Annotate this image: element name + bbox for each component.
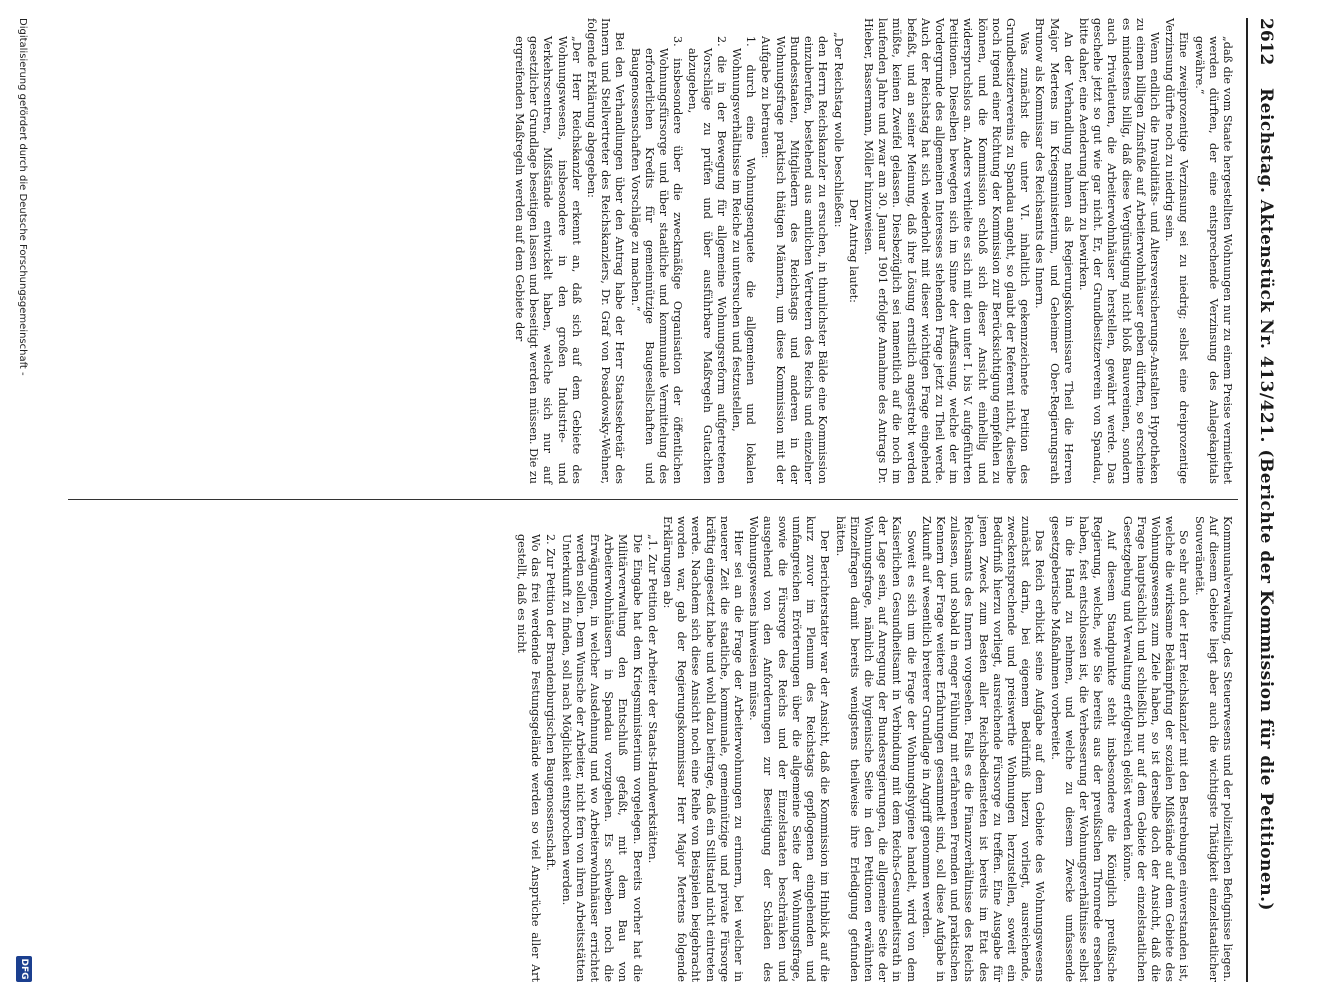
paragraph: So sehr auch der Herr Reichskanzler mit den Bestrebungen einverstanden ist, welche die wirksame Bekämpfung der sozialen Mißstände auf dem Gebiete des Wohnungswesens zum Ziele haben, so ist derselbe doch der Ansicht, daß die Frage hauptsächlich und schließlich nur auf dem Gebiete der einzelstaatlichen Gesetzgebung und Verwaltung erfolgreich gelöst werden könne. bbox=[1120, 516, 1191, 982]
list-item: „1. Zur Petition der Arbeiter der Staats-Handwerkstätten. bbox=[645, 534, 659, 864]
dfg-logo: DFG bbox=[16, 956, 32, 982]
paragraph: Kommunalverwaltung, des Steuerwesens und der polizeilichen Befugnisse liegen. Auf diesem Gebiete liegt aber auch die wichtigste Thätigkeit einzelstaatlicher Souveränetät. bbox=[1192, 516, 1234, 982]
column-divider bbox=[68, 499, 1238, 500]
paragraph: Die Eingabe hat dem Kriegsministerium vorgelegen. Bereits vorher hat die Militärverwaltung den Entschluß gefaßt, mit dem Bau von Arbeiterwohnhäusern in Spandau vorzugehen. Es schweben noch die Erwägungen, in welcher Ausdehnung und wo Arbeiterwohnhäuser errichtet werden sollen. Dem Wunsche der Arbeiter, nicht fern von ihren Arbeitsstätten Unterkunft zu finden, soll nach Möglichkeit entsprochen werden. bbox=[559, 534, 644, 982]
right-column bbox=[513, 516, 1234, 982]
page-title: Reichstag. Aktenstück Nr. 413/421. (Berichte der Kommission für die Petitionen.) bbox=[1256, 88, 1276, 912]
list-item: 2. Zur Petition der Brandenburgischen Baugenossenschaft. bbox=[544, 534, 558, 871]
paragraph: Der Berichterstatter war der Ansicht, daß die Kommission im Hinblick auf die kurz zuvor im Plenum des Reichstags gepflogenen eingehenden und umfangreichen Erörterungen über die allgemeine Seite der Wohnungsfrage, sowie die Fürsorge des Reichs und der Einzelstaaten beschränken und ausgehend von den Anforderungen zur Beseitigung der Schäden des Wohnungswesens hinweisen müsse. bbox=[747, 516, 832, 982]
paragraph: Bei den Verhandlungen über den Antrag habe der Herr Staatssekretär des Innern und Stellvertreter des Reichskanzlers, Dr. Graf von Posadowsky-Wehner, folgende Erklärung abgegeben: bbox=[585, 18, 627, 484]
paragraph: Wenn endlich die Invaliditäts- und Altersversicherungs-Anstalten Hypotheken zu einem billigen Zinsfuße auf Arbeiterwohnhäuser geben dürften, so erscheine es mindestens billig, daß diese Vergünstigung nicht bloß Bauvereinen, sondern auch Privatleuten, die Arbeiterwohnhäuser herstellen, gewährt werde. Das geschehe jetzt so gut wie gar nicht. Er, der Grundbesitzerverein von Spandau, bitte daher, eine Aenderung hierin zu bewirken. bbox=[1076, 18, 1161, 484]
digitization-note: Digitalisierung gefördert durch die Deutsche Forschungsgemeinschaft - bbox=[17, 18, 28, 376]
paragraph: Auf diesem Standpunkte steht insbesondere die Königlich preußische Regierung, welche, wie Sie bereits aus der preußischen Thronrede ersehen haben, fest entschlossen ist, die Verbesserung der Wohnungsverhältnisse selbst in die Hand zu nehmen, und welche zu diesem Zwecke umfassende gesetzgeberische Maßnahmen vorbereitet. bbox=[1048, 516, 1119, 982]
paragraph: den Herrn Reichskanzler zu ersuchen, in thunlichster Bälde eine Kommission einzuberufen, bestehend aus amtlichen Vertretern des Reichs und einzelner Bundesstaaten, Mitgliedern des Reichstags und anderen in der Wohnungsfrage praktisch thätigen Männern, um diese Kommission mit der Aufgabe zu betrauen: bbox=[759, 36, 830, 484]
paragraph: Das Reich erblickt seine Aufgabe auf dem Gebiete des Wohnungswesens zunächst darin, bei eigenem Bedürfniß hierzu vorliegt, ausreichende, zweckentsprechende und preiswerthe Wohnungen herzustellen, soweit ein Bedürfniß hierzu vorliegt, ausreichende Fürsorge zu treffen. Eine Ausgabe für jenen Zweck zum Besten aller Reichsbediensteten ist bereits im Etat des Reichsamts des Innern vorgesehen. Falls es die Finanzverhältnisse des Reichs zulassen, und sobald in enger Fühlung mit erfahrenen Fremden und praktischen Kennern der Frage weitere Erfahrungen gesammelt sind, soll diese Aufgabe in Zukunft auf wesentlich breiterer Grundlage in Angriff genommen werden. bbox=[919, 516, 1047, 982]
list-item: 3. insbesondere über die zweckmäßige Organisation der öffentlichen Wohnungsfürsorge und über staatliche und kommunale Vermittelung des erforderlichen Kredits für gemeinnützige Baugesellschaften und Baugenossenschaften Vorschläge zu machen.“ bbox=[628, 36, 685, 484]
page-number: 2612 bbox=[1256, 18, 1276, 66]
paragraph: Soweit es sich um die Frage der Wohnungshygiene handelt, wird von dem Kaiserlichen Gesundheitsamt in Verbindung mit dem Reichs-Gesundheitsrath in der Lage sein, auf Anregung der Bundesregierungen, die allgemeine Seite der Wohnungsfrage, nämlich die hygienische Seite in den Petitionen erwähnten Einzelfragen damit bereits wenigstens theilweise ihre Erledigung gefunden hätten. bbox=[833, 516, 918, 982]
list-item: 1. durch eine Wohnungsenquete die allgemeinen und lokalen Wohnungsverhältnisse im Reiche zu untersuchen und festzustellen, bbox=[730, 36, 758, 484]
paragraph: An der Verhandlung nahmen als Regierungskommissare Theil die Herren Major Mertens im Kriegsministerium, und Geheimer Ober-Regierungsrath Brunow als Kommissar des Reichsamts des Innern. bbox=[1033, 18, 1075, 484]
paragraph: Wo das frei werdende Festungsgelände werden so viel Ansprüche aller Art gestellt, daß es nicht bbox=[515, 534, 543, 982]
paragraph: Der Antrag lautet: bbox=[846, 199, 860, 303]
list-item: 2. die in der Bewegung für allgemeine Wohnungsreform aufgetretenen Vorschläge zu prüfen und über ausführbare Maßregeln Gutachten abzugeben, bbox=[686, 36, 728, 484]
paragraph: Eine zweiprozentige Verzinsung sei zu niedrig; selbst eine dreiprozentige Verzinsung dürfte noch zu niedrig sein. bbox=[1163, 18, 1191, 484]
left-column bbox=[511, 18, 1234, 484]
paragraph: Hier sei an die Frage der Arbeiterwohnungen zu erinnern, bei welcher in neuerer Zeit die staatliche, kommunale, gemeinnützige und private Fürsorge kräftig eingesetzt habe und wohl dazu beitrage, daß ein Stillstand nicht eintreten werde. Nachdem sich diese Ansicht noch eine Reihe von Beispielen beigebracht worden war, gab der Regierungskommissar Herr Major Mertens folgende Erklärungen ab: bbox=[661, 516, 746, 982]
paragraph: „Der Reichstag wolle beschließen: bbox=[831, 32, 845, 228]
header-rule bbox=[1246, 18, 1248, 982]
paragraph: „daß die vom Staate hergestellten Wohnungen nur zu einem Preise vermiethet werden dürften, der eine entsprechende Verzinsung des Anlagekapitals gewähre.“ bbox=[1192, 36, 1234, 484]
paragraph: „Der Herr Reichskanzler erkennt an, daß sich auf dem Gebiete des Wohnungswesens, insbesondere in den großen Industrie- und Verkehrscentren, Mißstände entwickelt haben, welche sich nur auf gesetzlicher Grundlage beseitigen lassen und beseitigt werden müssen. Die zu ergreifenden Maßregeln werden auf dem Gebiete der bbox=[513, 36, 583, 484]
page-header bbox=[1250, 18, 1280, 982]
paragraph: Was zunächst die unter VI. inhaltlich gekennzeichnete Petition des Grundbesitzervereins zu Spandau angeht, so glaubt der Referent nicht, dieselbe noch irgend einer Richtung der Kommission zur Berücksichtigung empfehlen zu können, und die Kommission schloß sich dieser Ansicht einhellig und widerspruchslos an. Anders verhielte es sich mit den unter I. bis V. aufgeführten Petitionen. Dieselben bewegten sich im Sinne der Auffassung, welche der im Vordergrunde des allgemeinen Interesses stehenden Frage jetzt zu Theil werde. Auch der Reichstag hat sich wiederholt mit dieser wichtigen Frage eingehend befaßt, und an seiner Meinung, daß ihre Lösung ernstlich angestrebt werden müßte, keinen Zweifel gelassen. Diesbezüglich sei namentlich auf die noch im laufenden Jahre und zwar am 30. Januar 1901 erfolgte Annahme des Antrags Dr. Hieber, Bassermann, Möller hinzuweisen. bbox=[861, 18, 1032, 484]
